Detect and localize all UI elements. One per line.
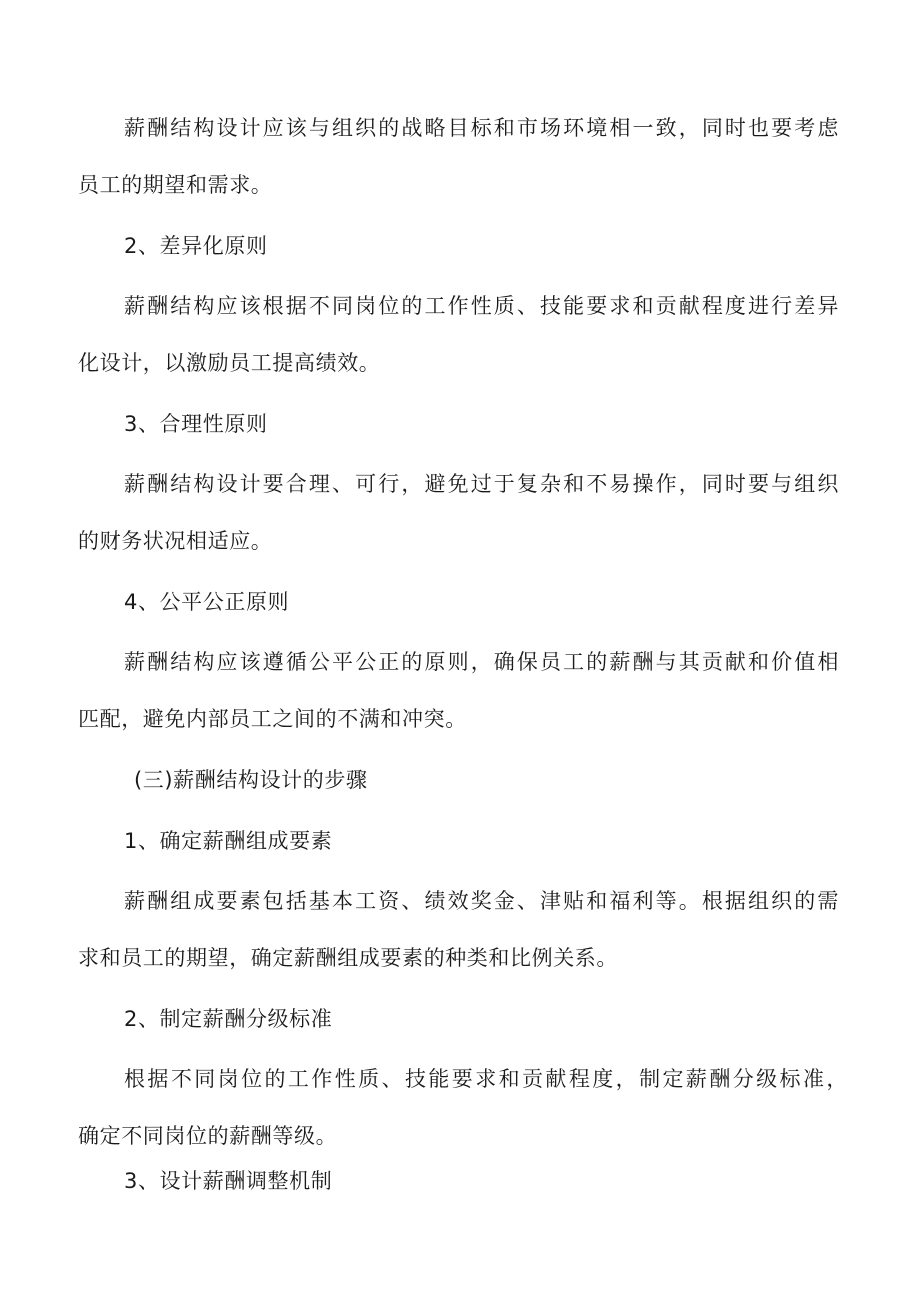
section-heading: 4、公平公正原则 — [124, 590, 290, 614]
paragraph-line: 匹配，避免内部员工之间的不满和冲突。 — [78, 707, 467, 731]
section-heading: 2、差异化原则 — [124, 234, 268, 258]
paragraph-line: 根据不同岗位的工作性质、技能要求和贡献程度，制定薪酬分级标准， — [124, 1067, 848, 1091]
paragraph-line: 员工的期望和需求。 — [78, 173, 273, 197]
section-heading: 2、制定薪酬分级标准 — [124, 1007, 333, 1031]
paragraph-line: 化设计，以激励员工提高绩效。 — [78, 351, 381, 375]
section-heading: 1、确定薪酬组成要素 — [124, 829, 333, 853]
paragraph-line: 求和员工的期望，确定薪酬组成要素的种类和比例关系。 — [78, 946, 618, 970]
paragraph-line: 薪酬结构应该遵循公平公正的原则，确保员工的薪酬与其贡献和价值相 — [124, 650, 839, 674]
paragraph-line: 薪酬组成要素包括基本工资、绩效奖金、津贴和福利等。根据组织的需 — [124, 889, 839, 913]
paragraph-line: 确定不同岗位的薪酬等级。 — [78, 1124, 338, 1148]
section-heading: 3、设计薪酬调整机制 — [124, 1169, 333, 1193]
paragraph-line: 薪酬结构设计要合理、可行，避免过于复杂和不易操作，同时要与组织 — [124, 472, 839, 496]
chapter-heading: (三)薪酬结构设计的步骤 — [134, 768, 368, 792]
paragraph-line: 薪酬结构应该根据不同岗位的工作性质、技能要求和贡献程度进行差异 — [124, 294, 839, 318]
paragraph-line: 的财务状况相适应。 — [78, 529, 273, 553]
paragraph-line: 薪酬结构设计应该与组织的战略目标和市场环境相一致，同时也要考虑 — [124, 116, 839, 140]
section-heading: 3、合理性原则 — [124, 412, 268, 436]
